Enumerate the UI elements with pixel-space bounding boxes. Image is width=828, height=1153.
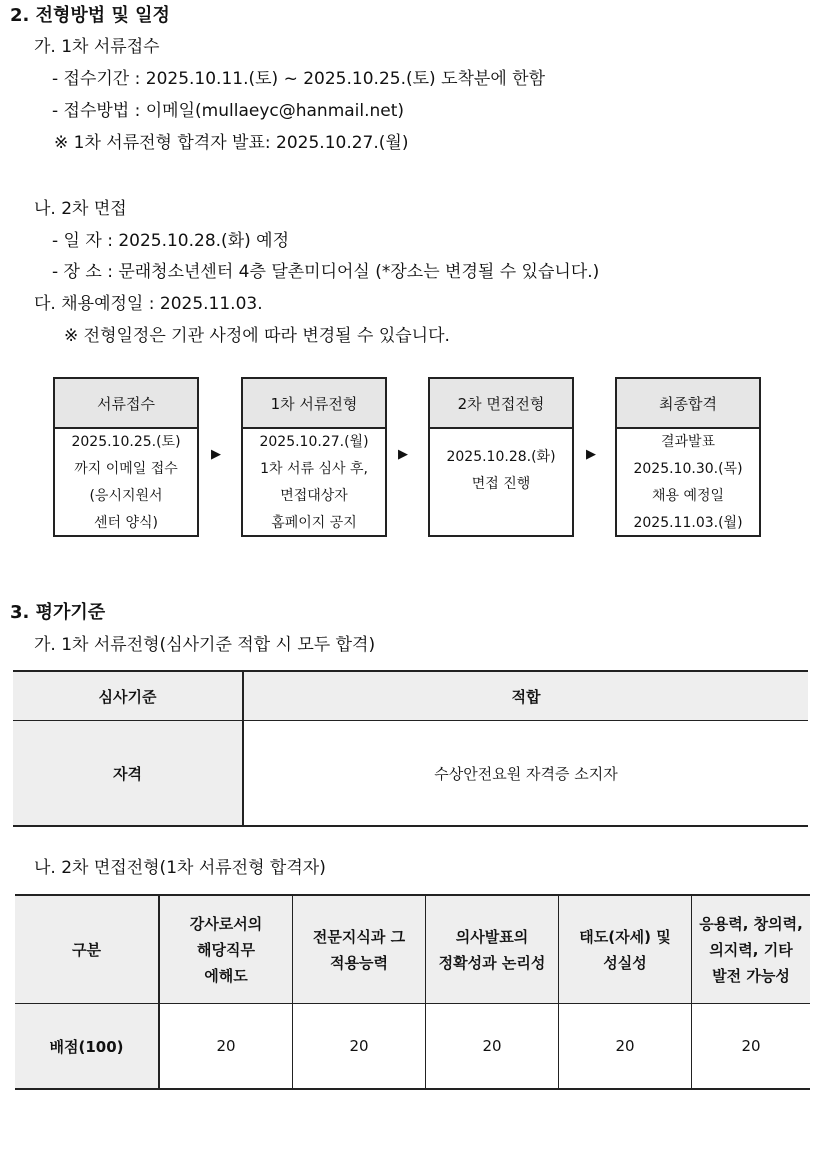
flow-step-line: 면접 진행: [471, 476, 531, 492]
subsection-ga-title: 가. 1차 서류접수: [34, 37, 160, 57]
flow-arrow-icon: ▶: [586, 447, 596, 462]
table-header-row: [15, 895, 810, 1004]
table-header-cell: 강사로서의 해당직무 에해도: [159, 895, 293, 1004]
flow-arrow-icon: ▶: [211, 447, 221, 462]
flow-step-line: (응시지원서: [89, 488, 163, 504]
flow-step-line: 채용 예정일: [651, 488, 725, 504]
table-cell: 수상안전요원 자격증 소지자: [243, 721, 808, 827]
flow-step-title: 최종합격: [617, 379, 759, 429]
flow-step-line: 2025.10.28.(화): [446, 449, 556, 465]
flow-step-line: 2025.10.25.(토): [71, 434, 181, 450]
table-header-row: [13, 671, 808, 721]
table-row: [15, 1004, 810, 1090]
table-header-cell: 심사기준: [13, 671, 243, 721]
flow-step-line: 1차 서류 심사 후,: [260, 461, 368, 477]
interview-place: - 장 소 : 문래청소년센터 4층 달촌미디어실 (*장소는 변경될 수 있습니다.): [52, 262, 600, 282]
flow-step-3: [428, 377, 574, 537]
interview-scoring-table: [15, 894, 810, 1090]
table-header-cell: 응용력, 창의력, 의지력, 기타 발전 가능성: [692, 895, 811, 1004]
flow-step-line: 센터 양식): [93, 515, 158, 531]
table-header-cell: 적합: [243, 671, 808, 721]
table-cell: 20: [293, 1004, 426, 1090]
schedule-change-note: ※ 전형일정은 기관 사정에 따라 변경될 수 있습니다.: [64, 326, 450, 346]
flow-step-line: 결과발표: [660, 434, 716, 450]
application-period: - 접수기간 : 2025.10.11.(토) ~ 2025.10.25.(토) 도착분에 한함: [52, 69, 546, 89]
flow-step-1: [53, 377, 199, 537]
flow-step-title: 1차 서류전형: [243, 379, 385, 429]
first-screening-title: 가. 1차 서류전형(심사기준 적합 시 모두 합격): [34, 635, 376, 655]
flow-step-line: 까지 이메일 접수: [74, 461, 178, 477]
flow-step-title: 서류접수: [55, 379, 197, 429]
flow-step-line: 2025.11.03.(월): [633, 515, 743, 531]
interview-date: - 일 자 : 2025.10.28.(화) 예정: [52, 231, 289, 251]
flow-arrow-icon: ▶: [398, 447, 408, 462]
section-2-heading: 2. 전형방법 및 일정: [10, 5, 170, 26]
table-header-cell: 태도(자세) 및 성실성: [559, 895, 692, 1004]
flow-step-line: 홈페이지 공지: [271, 515, 357, 531]
first-round-announcement-note: ※ 1차 서류전형 합격자 발표: 2025.10.27.(월): [54, 133, 409, 153]
table-header-cell: 구분: [15, 895, 159, 1004]
table-cell: 배점(100): [15, 1004, 159, 1090]
table-cell: 20: [159, 1004, 293, 1090]
table-row: [13, 721, 808, 827]
flow-step-2: [241, 377, 387, 537]
subsection-na-title: 나. 2차 면접: [34, 199, 127, 219]
flow-step-line: 2025.10.27.(월): [259, 434, 369, 450]
table-header-cell: 의사발표의 정확성과 논리성: [426, 895, 559, 1004]
table-cell: 20: [559, 1004, 692, 1090]
table-header-cell: 전문지식과 그 적용능력: [293, 895, 426, 1004]
application-method: - 접수방법 : 이메일(mullaeyc@hanmail.net): [52, 101, 405, 121]
flow-step-4: [615, 377, 761, 537]
section-3-heading: 3. 평가기준: [10, 602, 106, 623]
table-cell: 20: [692, 1004, 811, 1090]
table-cell: 20: [426, 1004, 559, 1090]
first-screening-table: [13, 670, 808, 827]
flow-step-title: 2차 면접전형: [430, 379, 572, 429]
interview-screening-title: 나. 2차 면접전형(1차 서류전형 합격자): [34, 858, 326, 878]
hiring-date: 다. 채용예정일 : 2025.11.03.: [34, 294, 263, 314]
flow-step-line: 면접대상자: [280, 488, 348, 504]
flow-step-line: 2025.10.30.(목): [633, 461, 743, 477]
table-cell: 자격: [13, 721, 243, 827]
